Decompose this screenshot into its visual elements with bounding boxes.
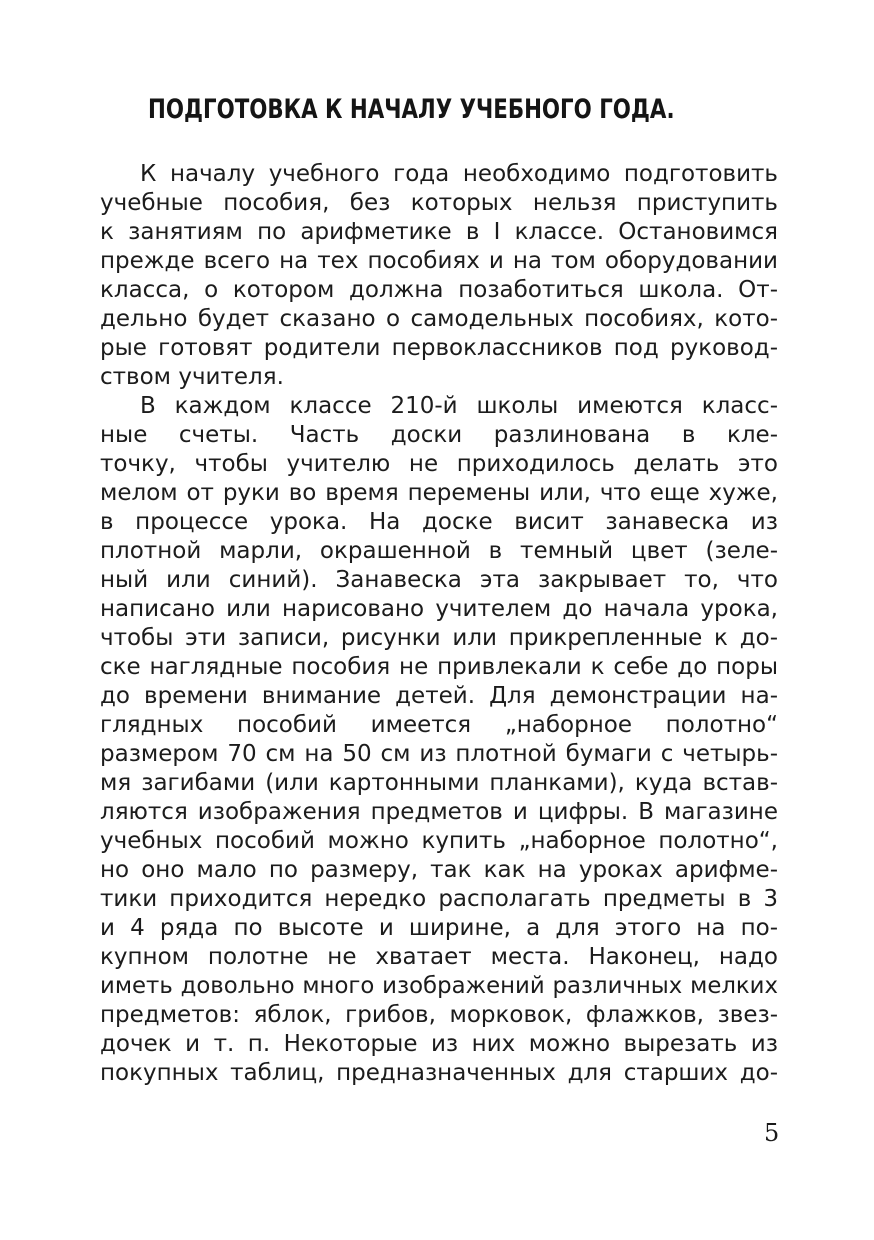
text-line: дельно будет сказано о самодельных пособиях, кото-: [100, 306, 778, 332]
text-line: плотной марли, окрашенной в темный цвет (зеле-: [100, 538, 778, 564]
text-line: но оно мало по размеру, так как на уроках арифме-: [100, 857, 778, 883]
text-line: мелом от руки во время перемены или, что еще хуже,: [100, 480, 778, 506]
text-line: мя загибами (или картонными планками), куда встав-: [100, 770, 778, 796]
text-line: ный или синий). Занавеска эта закрывает то, что: [100, 567, 778, 593]
text-line: в процессе урока. На доске висит занавеска из: [100, 509, 778, 535]
text-line: чтобы эти записи, рисунки или прикрепленные к до-: [100, 625, 778, 651]
text-line: и 4 ряда по высоте и ширине, а для этого на по-: [100, 915, 778, 941]
text-line: покупных таблиц, предназначенных для старших до-: [100, 1060, 778, 1086]
text-line: учебных пособий можно купить „наборное полотно“,: [100, 828, 778, 854]
text-line: к занятиям по арифметике в I классе. Остановимся: [100, 219, 778, 245]
text-line: ске наглядные пособия не привлекали к себе до поры: [100, 654, 778, 680]
text-line: до времени внимание детей. Для демонстрации на-: [100, 683, 778, 709]
body-text: [100, 160, 778, 1088]
text-line: глядных пособий имеется „наборное полотно“: [100, 712, 778, 738]
text-line: В каждом классе 210-й школы имеются класс-: [140, 393, 778, 419]
text-line: прежде всего на тех пособиях и на том оборудовании: [100, 248, 778, 274]
text-line: размером 70 см на 50 см из плотной бумаги с четырь-: [100, 741, 778, 767]
paragraph-1: [100, 160, 778, 392]
paragraph-2: [100, 392, 778, 1088]
text-line: написано или нарисовано учителем до начала урока,: [100, 596, 778, 622]
text-line: точку, чтобы учителю не приходилось делать это: [100, 451, 778, 477]
text-line: купном полотне не хватает места. Наконец, надо: [100, 944, 778, 970]
text-line: ляются изображения предметов и цифры. В магазине: [100, 799, 778, 825]
text-line: дочек и т. п. Некоторые из них можно вырезать из: [100, 1031, 778, 1057]
text-line: иметь довольно много изображений различных мелких: [100, 973, 778, 999]
page-number: 5: [764, 1119, 780, 1147]
text-line: предметов: яблок, грибов, морковок, флажков, звез-: [100, 1002, 778, 1028]
text-line: класса, о котором должна позаботиться школа. От-: [100, 277, 778, 303]
text-line: рые готовят родители первоклассников под руковод-: [100, 335, 778, 361]
text-line: тики приходится нередко располагать предметы в 3: [100, 886, 778, 912]
text-line: ные счеты. Часть доски разлинована в кле-: [100, 422, 778, 448]
text-line: ством учителя.: [100, 364, 284, 390]
text-line: К началу учебного года необходимо подготовить: [140, 161, 778, 187]
page-title: ПОДГОТОВКА К НАЧАЛУ УЧЕБНОГО ГОДА.: [148, 94, 675, 125]
text-line: учебные пособия, без которых нельзя приступить: [100, 190, 778, 216]
